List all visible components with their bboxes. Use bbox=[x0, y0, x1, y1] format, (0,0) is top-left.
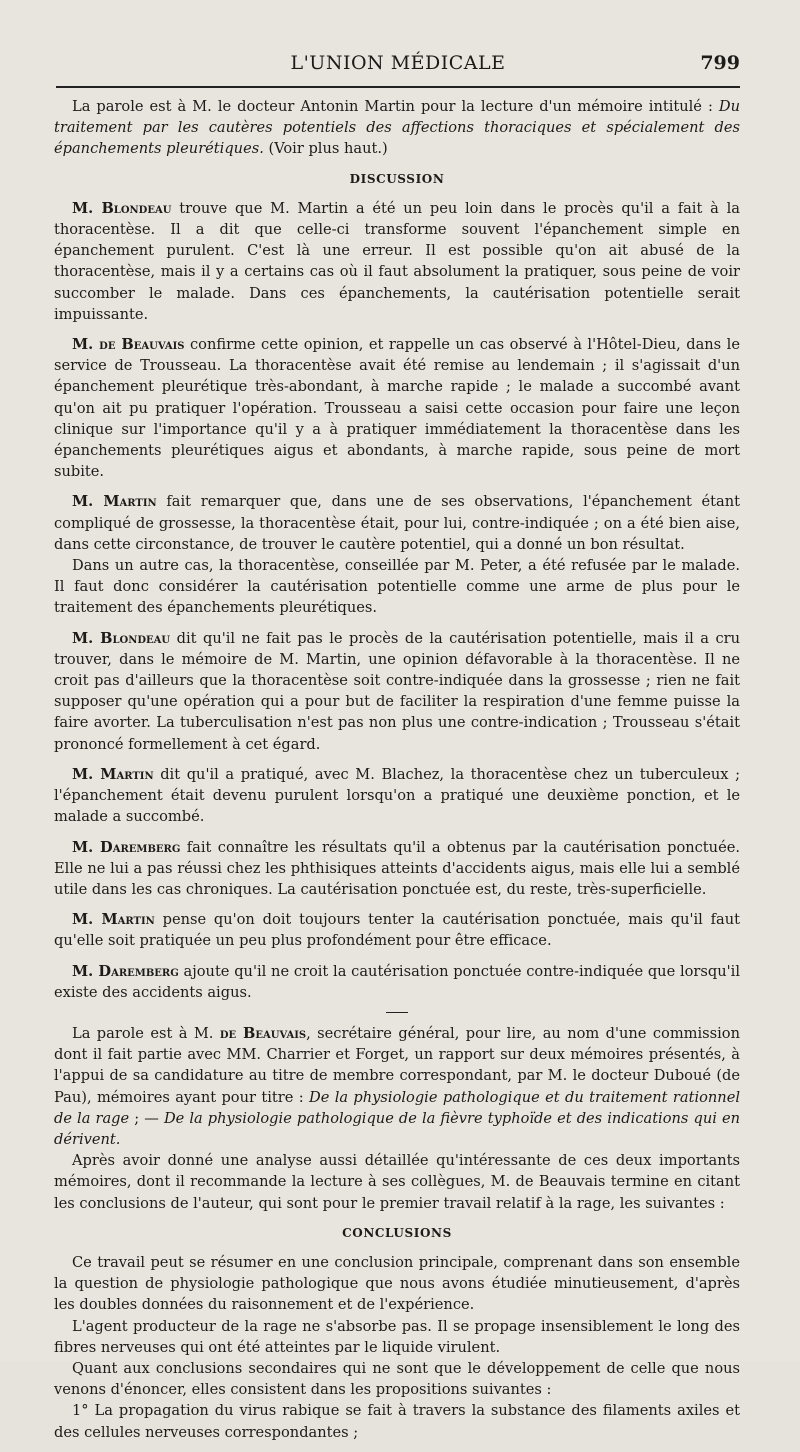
conclusion-paragraph: 1° La propagation du virus rabique se fait à travers la substance des filaments axiles et des cellules nerveuses correspondantes ; bbox=[54, 1402, 740, 1441]
conclusion-paragraph: L'agent producteur de la rage ne s'absorbe pas. Il se propage insensiblement le long des fibres nerveuses qui ont été atteintes par le liquide virulent. bbox=[54, 1317, 740, 1356]
speaker-name: M. Daremberg bbox=[72, 962, 179, 980]
intro-note: (Voir plus haut.) bbox=[263, 140, 388, 158]
conclusion-paragraph: Ce travail peut se résumer en une conclusion principale, comprenant dans son ensemble la question de physiologie pathologique que nous avons étudiée minutieusement, d'après les doubles données du raisonnement et de l'expérience. bbox=[54, 1253, 740, 1314]
speaker-name: M. Martin bbox=[72, 911, 155, 929]
article-body bbox=[54, 96, 740, 1452]
speaker-name: de Beauvais bbox=[219, 1024, 307, 1042]
memoir-title: Du traitement par les cautères potentiels des affections thoraciques et spécialement des épanchements pleurétiques. bbox=[54, 98, 740, 158]
intro-text: La parole est à M. le docteur Antonin Martin pour la lecture d'un mémoire intitulé : bbox=[72, 98, 719, 115]
discussion-paragraph bbox=[54, 764, 740, 828]
running-title: L'UNION MÉDICALE bbox=[290, 52, 506, 74]
discussion-text: fait remarquer que, dans une de ses observations, l'épanchement étant compliqué de grossesse, la thoracentèse était, pour lui, contre-indiquée ; on a été bien aise, dans cette circonstance, de trouver le cautère potentiel, qui a donné un bon résultat. bbox=[54, 493, 740, 553]
header-rule bbox=[56, 86, 740, 88]
page-number: 799 bbox=[700, 52, 740, 74]
speaker-name: M. Martin bbox=[72, 493, 157, 511]
report-text: , secrétaire général, pour lire, au nom d'une commission dont il fait partie avec MM. Charrier et Forget, un rapport sur deux mémoires présentés, à l'appui de sa candidature au titre de membre correspondant, par M. le docteur Duboué (de Pau), mémoires ayant pour titre : bbox=[54, 1024, 740, 1106]
speaker-name: M. de Beauvais bbox=[72, 336, 185, 354]
conclusion-paragraph: Quant aux conclusions secondaires qui ne sont que le développement de celle que nous venons d'énoncer, elles consistent dans les propositions suivantes : bbox=[54, 1359, 740, 1399]
discussion-paragraph bbox=[54, 837, 740, 901]
report-text: ; — bbox=[129, 1109, 164, 1127]
conclusions-heading: CONCLUSIONS bbox=[342, 1225, 452, 1240]
discussion-text: ajoute qu'il ne croit la cautérisation ponctuée contre-indiquée que lorsqu'il existe des accidents aigus. bbox=[54, 962, 740, 1001]
discussion-paragraph bbox=[54, 555, 740, 619]
discussion-heading: DISCUSSION bbox=[349, 171, 445, 186]
speaker-name: M. Martin bbox=[72, 765, 154, 783]
discussion-paragraph bbox=[54, 491, 740, 555]
page-header bbox=[56, 52, 740, 80]
discussion-paragraph bbox=[54, 961, 740, 1003]
speaker-name: M. Blondeau bbox=[72, 629, 171, 647]
report-text: La parole est à M. bbox=[72, 1024, 220, 1042]
speaker-name: M. Daremberg bbox=[72, 838, 181, 856]
discussion-text: Dans un autre cas, la thoracentèse, conseillée par M. Peter, a été refusée par le malade. Il faut donc considérer la cautérisation potentielle comme une arme de plus pour le traitement des épanchements pleurétiques. bbox=[54, 557, 740, 617]
discussion-paragraph bbox=[54, 334, 740, 482]
discussion-text: trouve que M. Martin a été un peu loin dans le procès qu'il a fait à la thoracentèse. Il a dit que celle-ci transforme souvent l'épanchement simple en épanchement purulent. C'est là une erreur. Il est possible qu'on ait abusé de la thoracentèse, mais il y a certains cas où il faut absolument la pratiquer, sous peine de voir succomber le malade. Dans ces épanchements, la cautérisation potentielle serait impuissante. bbox=[54, 199, 740, 323]
section-separator bbox=[386, 1012, 408, 1013]
discussion-paragraph bbox=[54, 909, 740, 951]
speaker-name: M. Blondeau bbox=[72, 199, 172, 217]
memoir-title: De la physiologie pathologique de la fièvre typhoïde et des indications qui en dérivent. bbox=[54, 1109, 741, 1148]
discussion-text: dit qu'il ne fait pas le procès de la cautérisation potentielle, mais il a cru trouver, dans le mémoire de M. Martin, une opinion défavorable à la thoracentèse. Il ne croit pas d'ailleurs que la thoracentèse soit contre-indiquée dans la grossesse ; rien ne fait supposer qu'une opération qui a pour but de faciliter la respiration d'une femme puisse la faire avorter. La tuberculisation n'est pas non plus une contre-indication ; Trousseau s'était prononcé formellement à cet égard. bbox=[54, 629, 740, 753]
intro-paragraph bbox=[54, 96, 740, 160]
memoir-title: De la physiologie pathologique et du traitement rationnel de la rage bbox=[54, 1088, 740, 1127]
discussion-text: confirme cette opinion, et rappelle un cas observé à l'Hôtel-Dieu, dans le service de Trousseau. La thoracentèse avait été remise au lendemain ; il s'agissait d'un épanchement pleurétique très-abondant, à marche rapide ; le malade a succombé avant qu'on ait pu pratiquer l'opération. Trousseau a saisi cette occasion pour faire une leçon clinique sur l'importance qu'il y a à pratiquer immédiatement la thoracentèse dans les épanchements pleurétiques aigus et abondants, à marche rapide, sous peine de mort subite. bbox=[54, 336, 740, 481]
discussion-text: pense qu'on doit toujours tenter la cautérisation ponctuée, mais qu'il faut qu'elle soit pratiquée un peu plus profondément pour être efficace. bbox=[54, 911, 741, 950]
discussion-text: fait connaître les résultats qu'il a obtenus par la cautérisation ponctuée. Elle ne lui a pas réussi chez les phthisiques atteints d'accidents aigus, mais elle lui a semblé utile dans les cas chroniques. La cautérisation ponctuée est, du reste, très-superficielle. bbox=[54, 838, 740, 898]
discussion-paragraph bbox=[54, 198, 740, 325]
report-paragraph bbox=[54, 1023, 740, 1150]
discussion-text: dit qu'il a pratiqué, avec M. Blachez, la thoracentèse chez un tuberculeux ; l'épanchement était devenu purulent lorsqu'on a pratiqué une deuxième ponction, et le malade a succombé. bbox=[54, 765, 741, 826]
report-text: Après avoir donné une analyse aussi détaillée qu'intéressante de ces deux importants mémoires, dont il recommande la lecture à ses collègues, M. de Beauvais termine en citant les conclusions de l'auteur, qui sont pour le premier travail relatif à la rage, les suivantes : bbox=[54, 1152, 740, 1212]
discussion-paragraph bbox=[54, 628, 740, 755]
report-paragraph bbox=[54, 1150, 740, 1214]
